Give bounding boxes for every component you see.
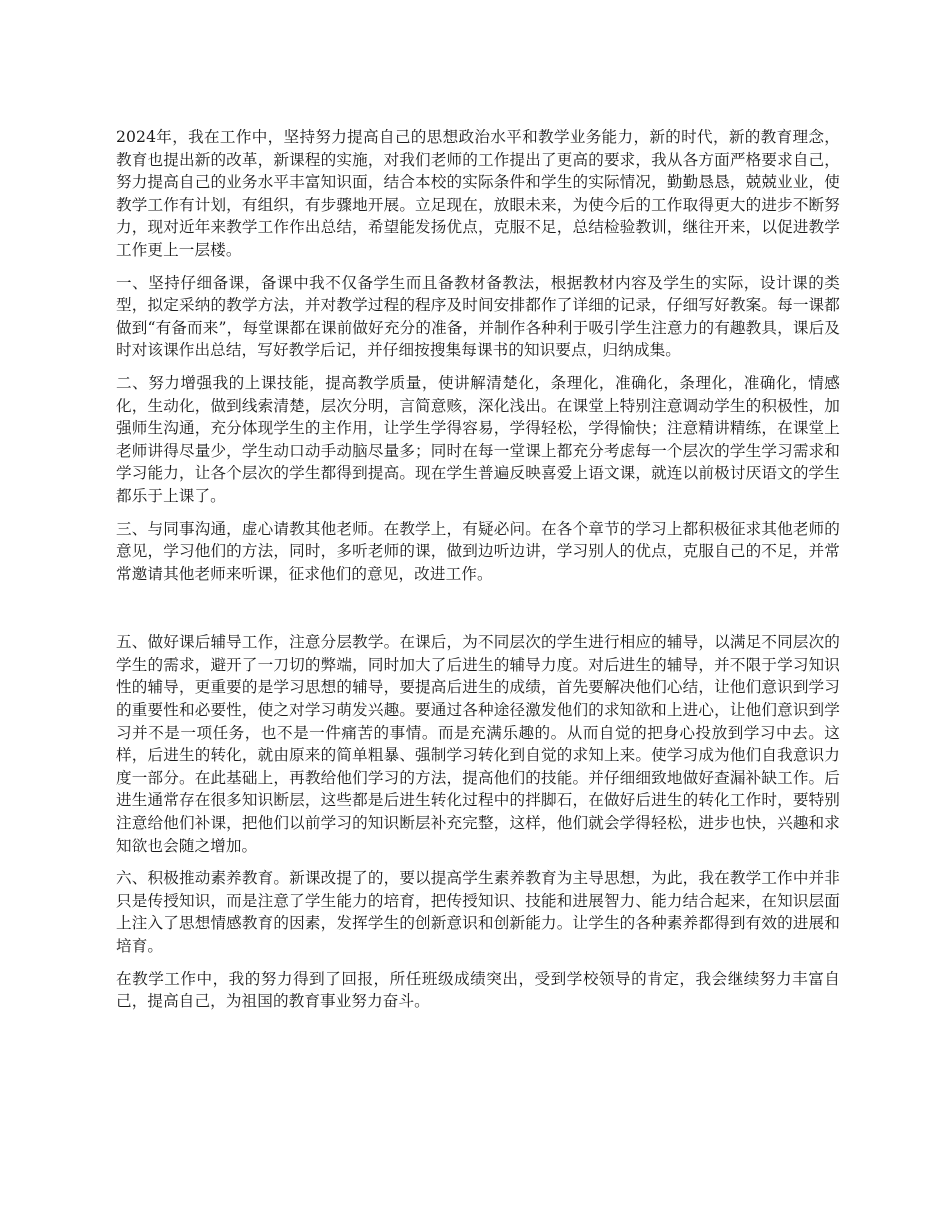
- paragraph-section-2: 二、努力增强我的上课技能，提高教学质量，使讲解清楚化，条理化，准确化，条理化，准确化，情感化，生动化，做到线索清楚，层次分明，言简意赅，深化浅出。在课堂上特别注意调动学生的积极性，加强师生沟通，充分体现学生的主作用，让学生学得容易，学得轻松，学得愉快；注意精讲精练，在课堂上老师讲得尽量少，学生动口动手动脑尽量多；同时在每一堂课上都充分考虑每一个层次的学生学习需求和学习能力，让各个层次的学生都得到提高。现在学生普遍反映喜爱上语文课，就连以前极讨厌语文的学生都乐于上课了。: [116, 373, 840, 505]
- paragraph-section-5: 五、做好课后辅导工作，注意分层教学。在课后，为不同层次的学生进行相应的辅导，以满足不同层次的学生的需求，避开了一刀切的弊端，同时加大了后进生的辅导力度。对后进生的辅导，并不限于学习知识性的辅导，更重要的是学习思想的辅导，要提高后进生的成绩，首先要解决他们心结，让他们意识到学习的重要性和必要性，使之对学习萌发兴趣。要通过各种途径激发他们的求知欲和上进心，让他们意识到学习并不是一项任务，也不是一件痛苦的事情。而是充满乐趣的。从而自觉的把身心投放到学习中去。这样，后进生的转化，就由原来的简单粗暴、强制学习转化到自觉的求知上来。使学习成为他们自我意识力度一部分。在此基础上，再教给他们学习的方法，提高他们的技能。并仔细细致地做好查漏补缺工作。后进生通常存在很多知识断层，这些都是后进生转化过程中的拌脚石，在做好后进生的转化工作时，要特别注意给他们补课，把他们以前学习的知识断层补充完整，这样，他们就会学得轻松，进步也快，兴趣和求知欲也会随之增加。: [116, 633, 840, 855]
- paragraph-section-6: 六、积极推动素养教育。新课改提了的，要以提高学生素养教育为主导思想，为此，我在教学工作中并非只是传授知识，而是注意了学生能力的培育，把传授知识、技能和进展智力、能力结合起来，在知识层面上注入了思想情感教育的因素，发挥学生的创新意识和创新能力。让学生的各种素养都得到有效的进展和培育。: [116, 869, 840, 955]
- document-body: [116, 126, 840, 1023]
- paragraph-spacer: [116, 595, 840, 631]
- paragraph-intro: 2024年，我在工作中，坚持努力提高自己的思想政治水平和教学业务能力，新的时代，新的教育理念，教育也提出新的改革，新课程的实施，对我们老师的工作提出了更高的要求，我从各方面严格要求自己，努力提高自己的业务水平丰富知识面，结合本校的实际条件和学生的实际情况，勤勤恳恳，兢兢业业，使教学工作有计划，有组织，有步骤地开展。立足现在，放眼未来，为使今后的工作取得更大的进步不断努力，现对近年来教学工作作出总结，希望能发扬优点，克服不足，总结检验教训，继往开来，以促进教学工作更上一层楼。: [116, 128, 840, 259]
- paragraph-conclusion: 在教学工作中，我的努力得到了回报，所任班级成绩突出，受到学校领导的肯定，我会继续努力丰富自己，提高自己，为祖国的教育事业努力奋斗。: [116, 969, 840, 1011]
- paragraph-section-1: 一、坚持仔细备课，备课中我不仅备学生而且备教材备教法，根据教材内容及学生的实际，设计课的类型，拟定采纳的教学方法，并对教学过程的程序及时间安排都作了详细的记录，仔细写好教案。每一课都做到“有备而来”，每堂课都在课前做好充分的准备，并制作各种利于吸引学生注意力的有趣教具，课后及时对该课作出总结，写好教学后记，并仔细按搜集每课书的知识要点，归纳成集。: [116, 273, 840, 360]
- paragraph-section-3: 三、与同事沟通，虚心请教其他老师。在教学上，有疑必问。在各个章节的学习上都积极征求其他老师的意见，学习他们的方法，同时，多听老师的课，做到边听边讲，学习别人的优点，克服自己的不足，并常常邀请其他老师来听课，征求他们的意见，改进工作。: [116, 519, 840, 583]
